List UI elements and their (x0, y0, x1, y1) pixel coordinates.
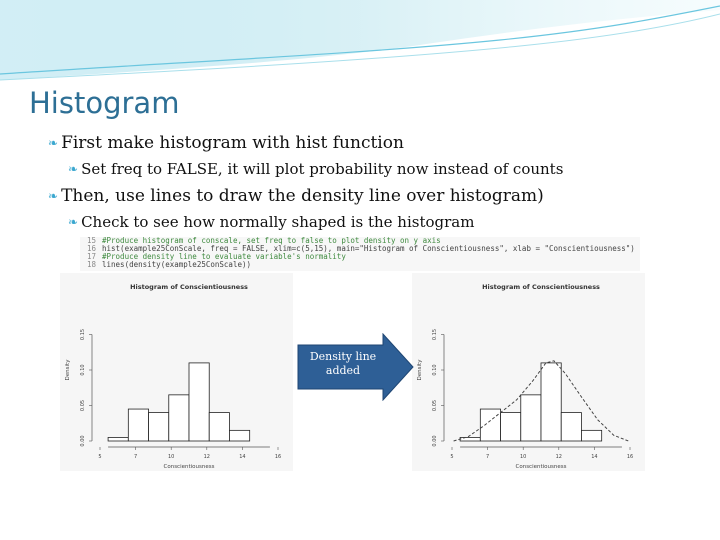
x-tick-label: 5 (98, 454, 102, 460)
line-number: 16 (86, 244, 96, 253)
y-tick-label: 0.15 (80, 328, 86, 341)
y-axis-label: Density (65, 359, 71, 381)
curl-bullet-icon: ❧ (48, 136, 59, 150)
callout-label (303, 350, 383, 378)
curl-bullet-icon: ❧ (48, 189, 59, 203)
y-tick-label: 0.05 (432, 399, 438, 412)
bullet-text: First make histogram with hist function (61, 133, 404, 153)
x-axis-label: Conscientiousness (163, 464, 215, 470)
callout-text-line-1: Density line (309, 350, 377, 363)
y-tick-label: 0.05 (80, 399, 86, 412)
histogram-bar (460, 437, 480, 441)
chart-title: Histogram of Conscientiousness (482, 283, 600, 291)
y-tick-label: 0.10 (432, 364, 438, 376)
line-number: 17 (86, 252, 96, 261)
histogram-bar (480, 409, 500, 441)
slide-title: Histogram (29, 86, 180, 120)
histogram-bar (128, 409, 148, 441)
y-axis-label: Density (417, 359, 423, 381)
histogram-bar (169, 395, 189, 441)
x-tick-label: 10 (520, 454, 527, 460)
code-text: hist(example25ConScale, freq = FALSE, xlim=c(5,15), main="Histogram of Conscientiousness", xlab = "Conscientiousness") (102, 244, 635, 253)
histogram-bar (229, 430, 249, 441)
histogram-plot-left (60, 273, 293, 471)
x-tick-label: 7 (486, 454, 490, 460)
callout-text-line-2: added (325, 364, 361, 377)
code-text: #Produce density line to evaluate variable's normality (102, 252, 346, 261)
line-number: 18 (86, 260, 96, 269)
code-text: lines(density(example25ConScale)) (102, 260, 252, 269)
histogram-chart (60, 273, 293, 471)
code-snippet (80, 237, 640, 271)
sub-bullet-item (68, 160, 563, 178)
code-text: #Produce histogram of conscale, set freq to false to plot density on y axis (102, 237, 441, 245)
curl-bullet-icon: ❧ (68, 215, 79, 229)
y-tick-label: 0.15 (432, 328, 438, 341)
curl-bullet-icon: ❧ (68, 162, 79, 176)
code-line (80, 261, 640, 269)
histogram-density-chart (412, 273, 645, 471)
x-tick-label: 16 (274, 454, 282, 460)
header-wave-decoration (0, 0, 720, 90)
y-tick-label: 0.00 (80, 435, 86, 447)
histogram-bar (521, 395, 541, 441)
bullet-text: Then, use lines to draw the density line over histogram) (61, 186, 544, 206)
x-tick-label: 5 (450, 454, 454, 460)
histogram-bar (541, 363, 561, 441)
histogram-bar (501, 413, 521, 441)
x-tick-label: 12 (203, 454, 210, 460)
x-tick-label: 14 (591, 454, 598, 460)
histogram-plot-right (412, 273, 645, 471)
histogram-bar (581, 430, 601, 441)
y-tick-label: 0.00 (432, 435, 438, 447)
histogram-bar (149, 413, 169, 441)
x-tick-label: 7 (134, 454, 138, 460)
x-axis-label: Conscientiousness (515, 464, 567, 470)
bullet-text: Set freq to FALSE, it will plot probability now instead of counts (81, 160, 564, 178)
sub-bullet-item (68, 213, 474, 231)
x-tick-label: 16 (626, 454, 634, 460)
line-number: 15 (86, 237, 96, 245)
histogram-bar (209, 413, 229, 441)
histogram-bar (189, 363, 209, 441)
histogram-bar (561, 413, 581, 441)
x-tick-label: 10 (168, 454, 175, 460)
histogram-bar (108, 437, 128, 441)
y-tick-label: 0.10 (80, 364, 86, 376)
chart-title: Histogram of Conscientiousness (130, 283, 248, 291)
bullet-text: Check to see how normally shaped is the histogram (81, 213, 475, 231)
bullet-item (48, 133, 404, 153)
x-tick-label: 14 (239, 454, 246, 460)
x-tick-label: 12 (555, 454, 562, 460)
bullet-item (48, 186, 544, 206)
